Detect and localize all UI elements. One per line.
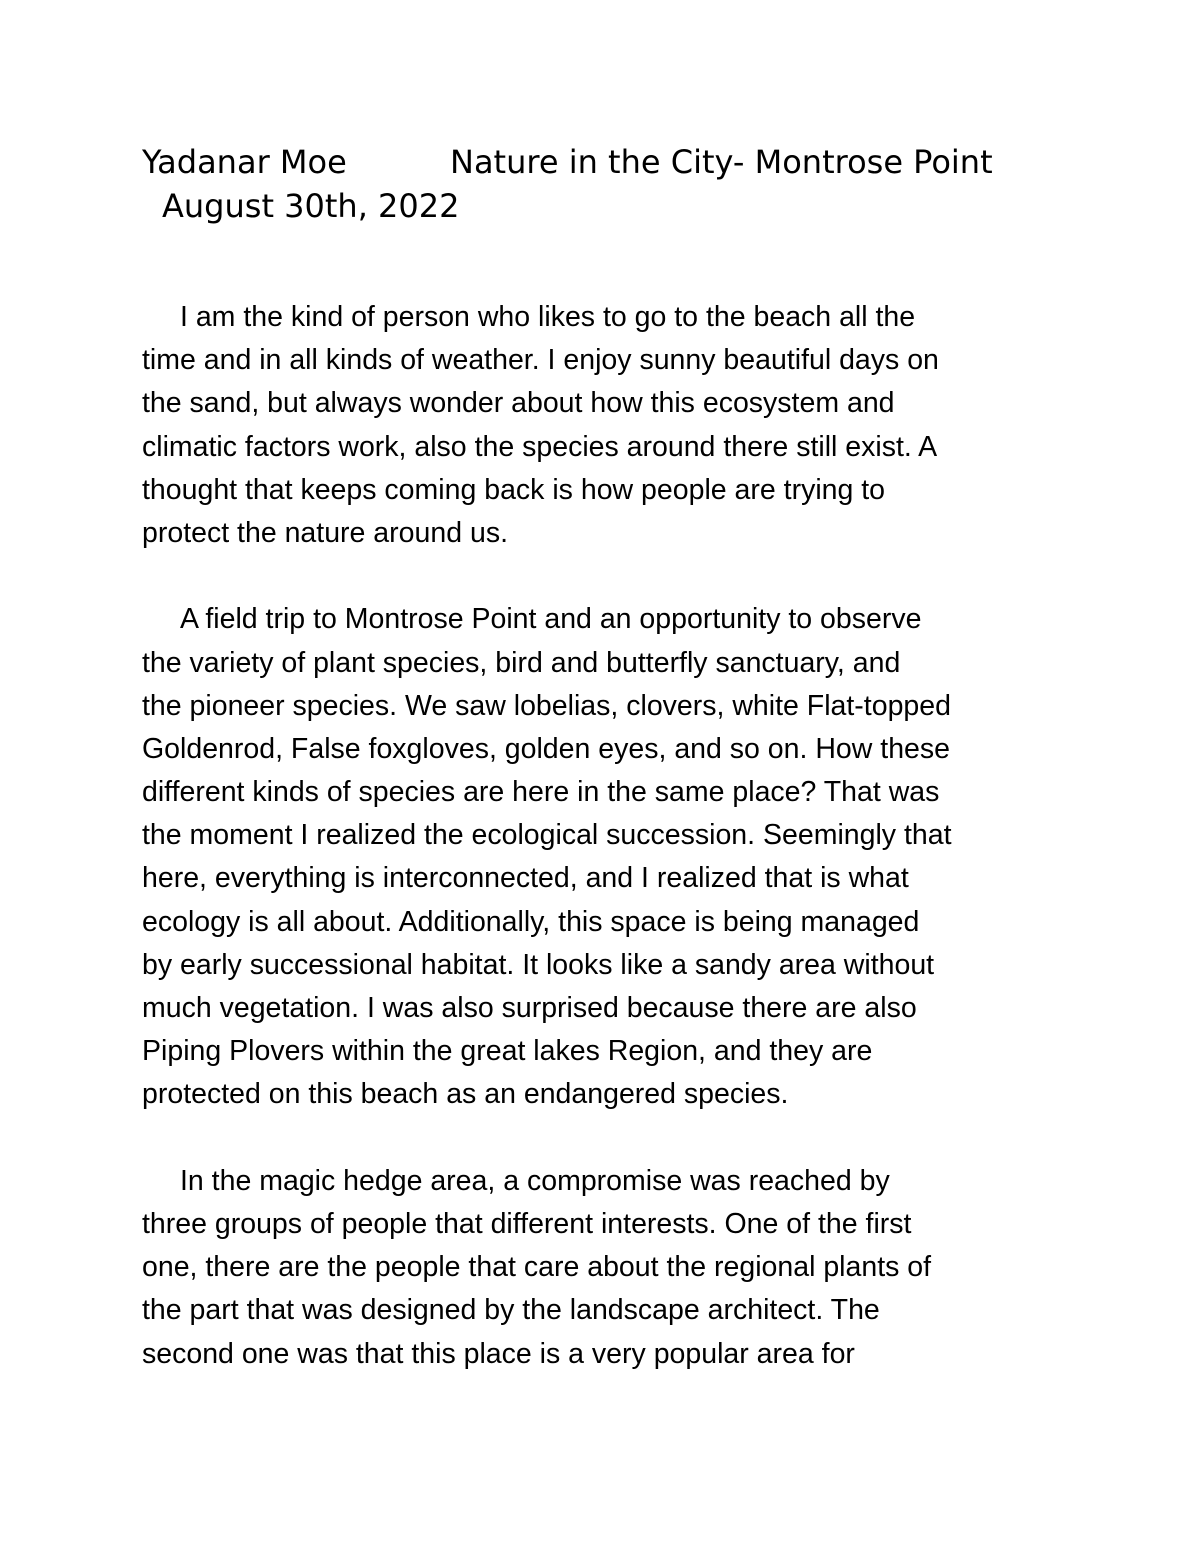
- paragraph-spacer: [142, 555, 1062, 598]
- paragraph-line: different kinds of species are here in the same place? That was: [142, 776, 940, 809]
- paragraph-line: the moment I realized the ecological succession. Seemingly that: [142, 819, 952, 852]
- paragraph-line: three groups of people that different interests. One of the first: [142, 1207, 912, 1240]
- paragraph-line: Goldenrod, False foxgloves, golden eyes, and so on. How these: [142, 732, 950, 765]
- paragraph-line: the sand, but always wonder about how this ecosystem and: [142, 387, 895, 420]
- paragraph-line: the pioneer species. We saw lobelias, clovers, white Flat-topped: [142, 689, 951, 722]
- paragraph-line: protect the nature around us.: [142, 516, 508, 549]
- paragraph-line: In the magic hedge area, a compromise was reached by: [180, 1164, 890, 1197]
- paragraph-line: here, everything is interconnected, and I realized that is what: [142, 862, 909, 895]
- paragraph-line: one, there are the people that care about the regional plants of: [142, 1251, 932, 1284]
- document-header: [142, 140, 1072, 228]
- paragraph-line: the part that was designed by the landscape architect. The: [142, 1294, 880, 1327]
- paragraph-1: [142, 296, 1062, 555]
- header-top-line: [142, 140, 1072, 184]
- paragraph-line: thought that keeps coming back is how people are trying to: [142, 473, 886, 506]
- paragraph-line: time and in all kinds of weather. I enjoy sunny beautiful days on: [142, 344, 939, 377]
- paragraph-2: [142, 598, 1062, 1116]
- document-date: August 30th, 2022: [162, 187, 460, 225]
- document-body: [142, 296, 1062, 1376]
- paragraph-line: I am the kind of person who likes to go to the beach all the: [180, 301, 916, 333]
- paragraph-line: the variety of plant species, bird and butterfly sanctuary, and: [142, 646, 901, 679]
- paragraph-line: second one was that this place is a very popular area for: [142, 1337, 855, 1370]
- document-title: Nature in the City- Montrose Point: [450, 143, 993, 181]
- paragraph-line: climatic factors work, also the species around there still exist. A: [142, 430, 938, 463]
- paragraph-3: [142, 1160, 1062, 1376]
- paragraph-line: by early successional habitat. It looks like a sandy area without: [142, 948, 935, 981]
- paragraph-line: much vegetation. I was also surprised because there are also: [142, 992, 917, 1024]
- paragraph-line: Piping Plovers within the great lakes Region, and they are: [142, 1035, 873, 1068]
- paragraph-spacer: [142, 1117, 1062, 1160]
- paragraph-line: protected on this beach as an endangered species.: [142, 1078, 789, 1111]
- author-name: Yadanar Moe: [142, 143, 347, 181]
- paragraph-line: ecology is all about. Additionally, this space is being managed: [142, 905, 920, 938]
- paragraph-line: A field trip to Montrose Point and an opportunity to observe: [180, 603, 922, 636]
